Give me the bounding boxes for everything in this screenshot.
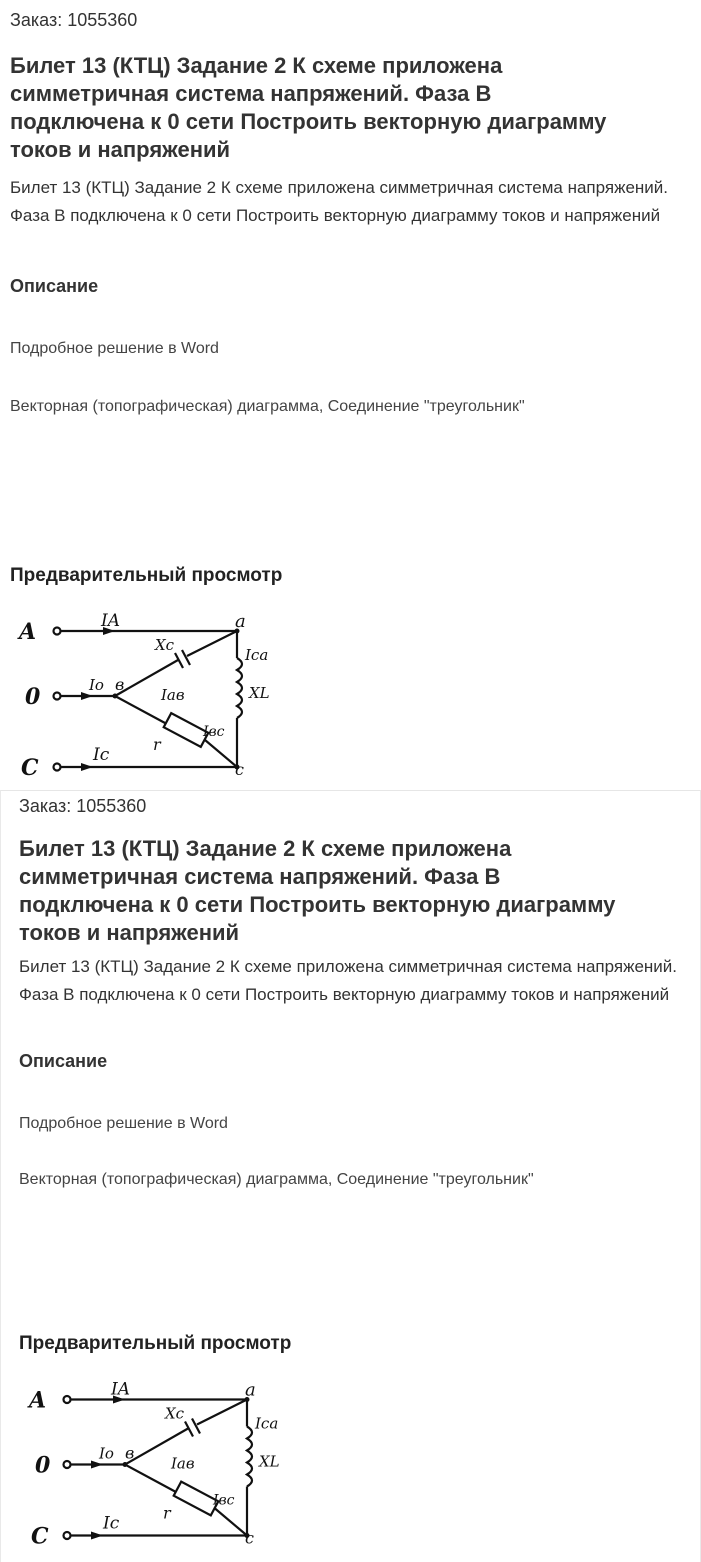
current-label-Ica: Ica (245, 646, 269, 664)
page-title: Билет 13 (КТЦ) Задание 2 К схеме приложена симметричная система напряжений. Фаза В подключена к 0 сети Построить векторную диаграмму токов и напряжений (10, 53, 607, 162)
label-Xc: Xc (165, 1404, 185, 1423)
node-label-a: a (235, 611, 246, 632)
node-label-A: A (29, 1387, 47, 1414)
preview-heading: Предварительный просмотр (19, 1333, 292, 1354)
current-label-Iab: Iaв (171, 1454, 195, 1473)
description-heading: Описание (19, 1051, 108, 1071)
label-Xc: Xc (155, 636, 175, 654)
label-r: r (153, 735, 161, 754)
label-XL: XL (259, 1452, 280, 1471)
description-line-2: Векторная (топографическая) диаграмма, Соединение "треугольник" (19, 1171, 534, 1188)
preview-heading: Предварительный просмотр (10, 565, 283, 586)
current-label-IC: Ic (103, 1513, 120, 1534)
circuit-diagram (25, 1376, 315, 1556)
current-label-Ica: Ica (255, 1414, 279, 1433)
description-heading: Описание (10, 276, 99, 296)
summary-text: Билет 13 (КТЦ) Задание 2 К схеме приложена симметричная система напряжений. Фаза В подключена к 0 сети Построить векторную диаграмму токов и напряжений (19, 957, 678, 1004)
description-line-1: Подробное решение в Word (10, 340, 219, 357)
summary-text: Билет 13 (КТЦ) Задание 2 К схеме приложена симметричная система напряжений. Фаза В подключена к 0 сети Построить векторную диаграмму токов и напряжений (10, 178, 669, 225)
description-line-1: Подробное решение в Word (19, 1115, 228, 1132)
order-number: Заказ: 1055360 (19, 796, 147, 816)
current-label-IC: Ic (93, 745, 110, 765)
node-label-b: в (125, 1443, 135, 1463)
page-copy-2 (0, 790, 701, 1562)
current-label-Io: Io (89, 676, 104, 694)
description-line-2: Векторная (топографическая) диаграмма, Соединение "треугольник" (10, 398, 525, 415)
current-label-Ibc: Iвc (203, 724, 225, 740)
node-label-c: c (235, 760, 244, 779)
order-number: Заказ: 1055360 (10, 10, 138, 30)
node-label-a: a (245, 1379, 256, 1401)
node-label-b: в (115, 675, 125, 694)
node-label-C: C (31, 1523, 49, 1550)
label-XL: XL (249, 684, 270, 702)
node-label-c: c (245, 1528, 254, 1548)
node-label-A: A (19, 619, 37, 645)
label-r: r (163, 1503, 171, 1523)
circuit-diagram (15, 610, 305, 785)
node-label-zero: 0 (35, 1452, 51, 1479)
current-label-IA: IA (111, 1379, 130, 1400)
current-label-Iab: Iaв (161, 686, 185, 704)
page-title: Билет 13 (КТЦ) Задание 2 К схеме приложена симметричная система напряжений. Фаза В подключена к 0 сети Построить векторную диаграмму токов и напряжений (19, 836, 616, 945)
current-label-IA: IA (101, 611, 120, 631)
node-label-C: C (21, 755, 39, 781)
current-label-Io: Io (99, 1444, 114, 1463)
current-label-Ibc: Iвc (213, 1492, 235, 1509)
node-label-zero: 0 (25, 684, 41, 710)
